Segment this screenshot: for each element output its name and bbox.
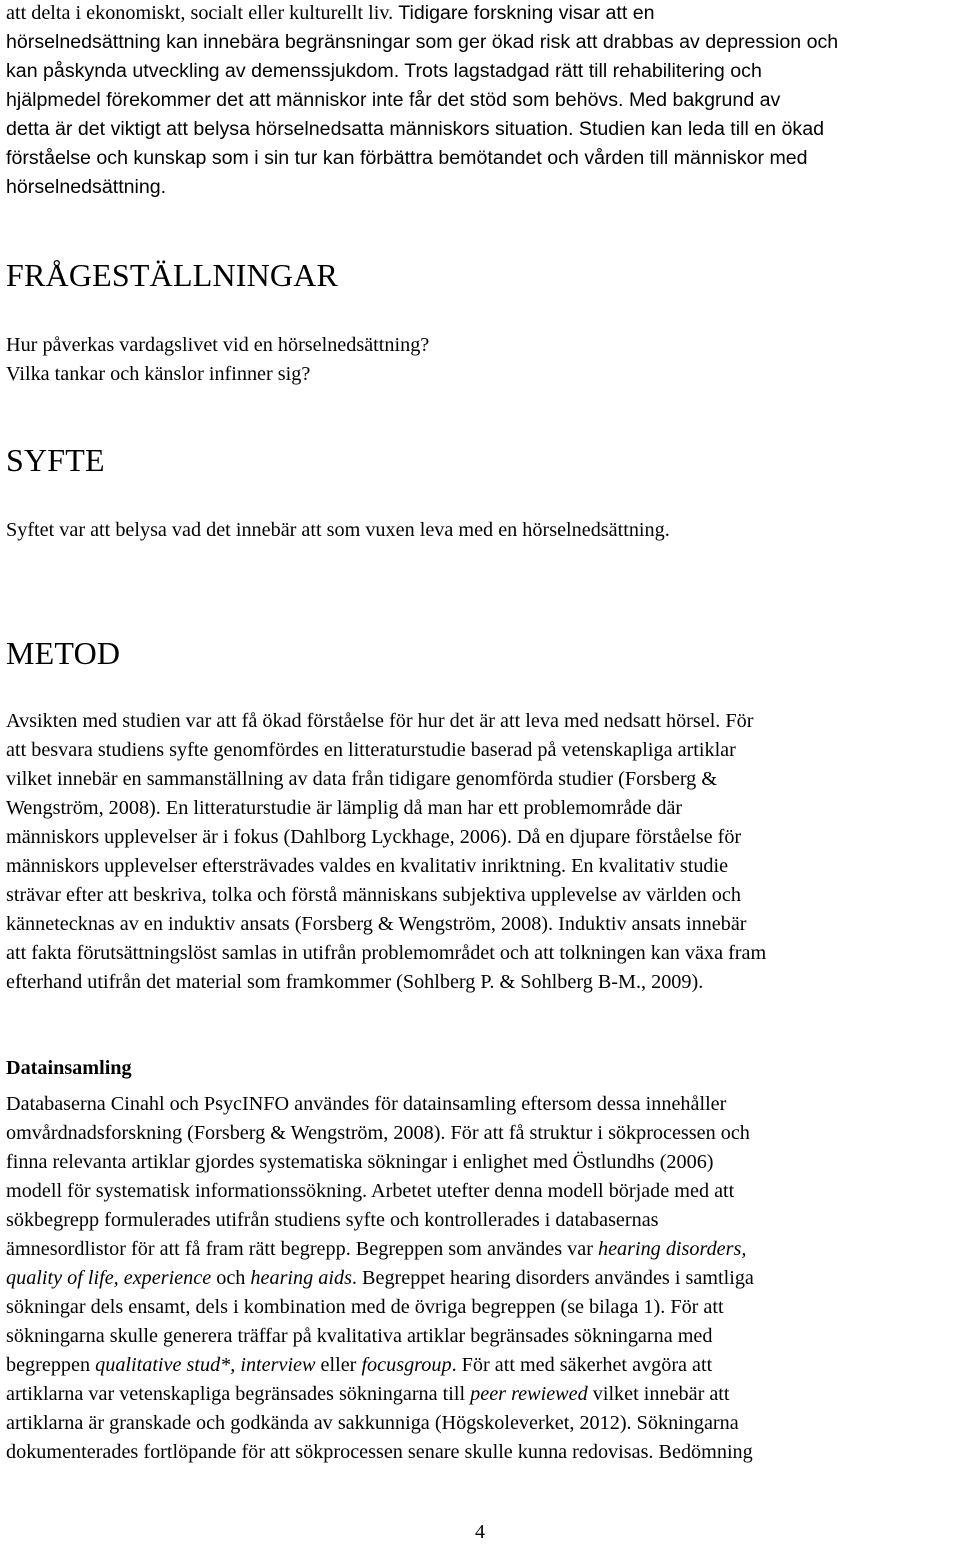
metod-text-run: strävar efter att beskriva, tolka och förstå människans subjektiva upplevelse av världen och [6,884,741,906]
datainsamling-text-run: modell för systematisk informationssökning. [6,1180,372,1202]
metod-line [6,707,766,736]
datainsamling-text-run: eller [315,1354,362,1376]
datainsamling-text-run: hearing aids [250,1267,352,1289]
datainsamling-text-run: och [211,1267,251,1289]
datainsamling-text-run: vilket innebär att [587,1383,730,1405]
heading-syfte: SYFTE [6,442,105,478]
datainsamling-text-run: finna relevanta artiklar gjordes systematiska sökningar i enlighet med Östlundhs (2006) [6,1151,714,1173]
intro-line [6,28,838,57]
metod-line [6,823,766,852]
datainsamling-text-run: begreppen [6,1354,96,1376]
datainsamling-text-run: Bedömning [658,1441,753,1463]
intro-line [6,144,838,173]
intro-text-run: Trots lagstadgad rätt till rehabilitering och [404,60,762,82]
intro-text-run: hörselnedsättning kan innebära begränsningar som ger ökad risk att drabbas av depression och [6,31,839,53]
intro-line [6,0,838,28]
heading-metod: METOD [6,635,121,671]
heading-datainsamling: Datainsamling [6,1057,132,1079]
datainsamling-text-run: Databaserna Cinahl och PsycINFO användes för datainsamling eftersom dessa innehåller [6,1093,727,1115]
intro-text-run: Tidigare forskning visar att en [398,2,655,24]
page-number: 4 [475,1521,485,1543]
intro-text-run: hjälpmedel förekommer det att människor inte får det stöd som behövs. [6,89,629,111]
datainsamling-line [6,1119,754,1148]
metod-line [6,939,766,968]
metod-text-run: En litteraturstudie är lämplig då man har ett problemområde där [165,797,683,819]
datainsamling-text-run: För att [670,1296,724,1318]
intro-line [6,86,838,115]
metod-text-run: människors upplevelser eftersträvades valdes en kvalitativ inriktning. [6,855,572,877]
datainsamling-text-run: . [351,1267,363,1289]
datainsamling-text-run: sökbegrepp formulerades utifrån studiens syfte och kontrollerades i databasernas [6,1209,659,1231]
datainsamling-line [6,1206,754,1235]
syfte-paragraph [6,516,670,545]
metod-text-run: kännetecknas av en induktiv ansats (Forsberg & Wengström, 2008). [6,913,559,935]
metod-line [6,736,766,765]
datainsamling-paragraph [6,1090,754,1467]
intro-text-run: kan påskynda utveckling av demenssjukdom. [6,60,405,82]
metod-text-run: Då en djupare förståelse för [516,826,742,848]
datainsamling-line [6,1177,754,1206]
intro-text-run: detta är det viktigt att belysa hörselnedsatta människors situation. [6,118,579,140]
datainsamling-line [6,1380,754,1409]
datainsamling-text-run: sökningar dels ensamt, dels i kombination med de övriga begreppen (se bilaga 1). [6,1296,671,1318]
datainsamling-line [6,1322,754,1351]
datainsamling-text-run: artiklarna är granskade och godkända av sakkunniga (Högskoleverket, 2012). [6,1412,637,1434]
metod-text-run: För [725,710,754,732]
intro-line [6,115,838,144]
datainsamling-line [6,1293,754,1322]
heading-fragestallningar: FRÅGESTÄLLNINGAR [6,257,339,293]
question-1: Hur påverkas vardagslivet vid en hörselnedsättning? [6,334,430,356]
datainsamling-text-run: För att med säkerhet avgöra att [461,1354,713,1376]
intro-text-run: förståelse och kunskap som i sin tur kan förbättra bemötandet och vården till människor med [6,147,808,169]
datainsamling-text-run: artiklarna var vetenskapliga begränsades sökningarna till [6,1383,471,1405]
intro-text-run: Med bakgrund av [628,89,781,111]
datainsamling-text-run: ämnesordlistor för att få fram rätt begrepp. [6,1238,356,1260]
questions-block [6,331,429,389]
datainsamling-line [6,1090,754,1119]
datainsamling-text-run: qualitative stud*, interview [95,1354,316,1376]
intro-line [6,173,838,202]
metod-line [6,852,766,881]
datainsamling-line [6,1409,754,1438]
metod-text-run: En kvalitativ studie [571,855,729,877]
metod-line [6,910,766,939]
metod-line [6,881,766,910]
datainsamling-text-run: . [451,1354,462,1376]
intro-text-run: Studien kan leda till en ökad [578,118,824,140]
intro-text-run: att delta i ekonomiskt, socialt eller kulturellt liv. [6,2,399,24]
datainsamling-text-run: Sökningarna [636,1412,739,1434]
intro-line [6,57,838,86]
metod-paragraph [6,707,766,997]
metod-text-run: att fakta förutsättningslöst samlas in utifrån problemområdet och att tolkningen kan växa fram [6,942,767,964]
intro-paragraph [6,0,838,202]
datainsamling-text-run: peer rewiewed [470,1383,588,1405]
metod-text-run: Avsikten med studien var att få ökad förståelse för hur det är att leva med nedsatt hörsel. [6,710,726,732]
metod-line [6,765,766,794]
metod-text-run: Wengström, 2008). [6,797,166,819]
datainsamling-line [6,1235,754,1264]
syfte-text: Syftet var att belysa vad det innebär att som vuxen leva med en hörselnedsättning. [6,519,670,541]
intro-text-run: hörselnedsättning. [6,176,167,198]
metod-text-run: att besvara studiens syfte genomfördes en litteraturstudie baserad på vetenskapliga artiklar [6,739,736,761]
metod-text-run: efterhand utifrån det material som framkommer (Sohlberg P. & Sohlberg B-M., 2009). [6,971,704,993]
datainsamling-text-run: sökningarna skulle generera träffar på kvalitativa artiklar begränsades sökningarna med [6,1325,713,1347]
datainsamling-text-run: Begreppet hearing disorders användes i samtliga [362,1267,754,1289]
question-2: Vilka tankar och känslor infinner sig? [6,363,311,385]
datainsamling-text-run: För att få struktur i sökprocessen och [450,1122,750,1144]
datainsamling-text-run: quality of life, experience [6,1267,212,1289]
metod-line [6,968,766,997]
datainsamling-text-run: omvårdnadsforskning (Forsberg & Wengström, 2008). [6,1122,451,1144]
datainsamling-line [6,1148,754,1177]
datainsamling-line [6,1438,754,1467]
datainsamling-text-run: hearing disorders, [597,1238,747,1260]
metod-line [6,794,766,823]
metod-text-run: människors upplevelser är i fokus (Dahlborg Lyckhage, 2006). [6,826,517,848]
datainsamling-text-run: Arbetet utefter denna modell började med att [371,1180,735,1202]
metod-text-run: Induktiv ansats innebär [558,913,747,935]
datainsamling-line [6,1264,754,1293]
metod-text-run: vilket innebär en sammanställning av data från tidigare genomförda studier (Forsberg & [6,768,718,790]
datainsamling-line [6,1351,754,1380]
datainsamling-text-run: Begreppen som användes var [355,1238,598,1260]
datainsamling-text-run: dokumenterades fortlöpande för att sökprocessen senare skulle kunna redovisas. [6,1441,659,1463]
datainsamling-text-run: focusgroup [361,1354,452,1376]
